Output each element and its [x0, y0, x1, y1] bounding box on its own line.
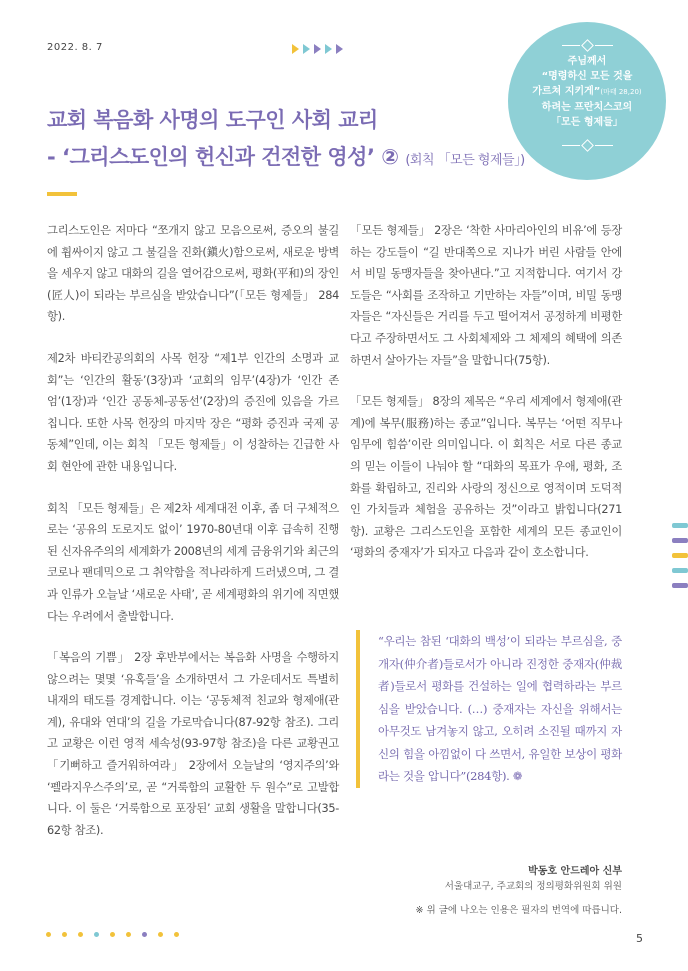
- dot-decoration: [46, 932, 179, 937]
- series-badge: [508, 22, 666, 180]
- paragraph: 「모든 형제들」 2장은 ‘착한 사마리아인의 비유’에 등장하는 강도들이 “길 반대쪽으로 지나가 버린 사람들 안에서 비밀 동맹자들을 찾아낸다.”고 지적합니다. 여기서 강도들은 “사회를 조작하고 기만하는 자들”이며, 비밀 동맹자들은 “자신들은 거리를 두고 떨어져서 공정하게 비평한다고 주장하면서도 그 사회체제와 그 체제의 혜택에 의존하면서 살아가는 자들”을 말합니다(75항).: [350, 224, 622, 367]
- page-number: 5: [636, 932, 643, 945]
- quote-text: “우리는 참된 ‘대화의 백성’이 되라는 부르심을, 중개자(仲介者)들로서가 아니라 진정한 중재자(仲裁者)들로서 평화를 건설하는 일에 협력하라는 부르심을 받았습니다. (…) 중재자는 자신을 위해서는 아무것도 남겨놓지 않고, 오히려 소진될 때까지 자신의 힘을 아낌없이 다 쓰면서, 유일한 보상이 평화라는 것을 압니다”(284항).: [378, 634, 622, 783]
- arrow-decoration: [292, 44, 343, 54]
- flower-icon: ❁: [512, 769, 523, 783]
- issue-date: 2022. 8. 7: [47, 42, 103, 53]
- badge-reference: (마태 28,20): [600, 88, 642, 96]
- page-title-line-2-text: - ‘그리스도인의 헌신과 건전한 영성’ ②: [47, 145, 399, 169]
- left-column: [47, 220, 339, 861]
- author-name: 박동호 안드레아 신부: [528, 866, 622, 877]
- page-title-line-2: [47, 141, 525, 171]
- paragraph: 제2차 바티칸공의회의 사목 헌장 “제1부 인간의 소명과 교회”는 ‘인간의 활동’(3장)과 ‘교회의 임무’(4장)가 ‘인간 존엄’(1장)과 ‘인간 공동체-공동선’(2장)의 증진에 있음을 가르칩니다. 또한 사목 헌장의 마지막 장은 “평화 증진과 국제 공동체”인데, 이는 회칙 「모든 형제들」이 성찰하는 긴급한 사회 현안에 관한 내용입니다.: [47, 351, 339, 473]
- author-role: 서울대교구, 주교회의 정의평화위원회 위원: [444, 881, 622, 892]
- arrow-icon: [336, 44, 343, 54]
- pull-quote: [356, 630, 622, 788]
- badge-line-4: 하려는 프란치스코의: [541, 102, 633, 113]
- badge-line-3-text: 가르쳐 지키게”: [532, 86, 601, 97]
- diamond-divider: [508, 138, 666, 152]
- diamond-icon: [581, 39, 594, 52]
- diamond-divider: [508, 38, 666, 52]
- badge-line-2: “명령하신 모든 것을: [541, 71, 633, 82]
- arrow-icon: [325, 44, 332, 54]
- page-subtitle: (회칙 「모든 형제들」): [405, 153, 525, 168]
- diamond-icon: [581, 139, 594, 152]
- right-column: [350, 220, 622, 584]
- side-decoration: [672, 523, 688, 588]
- arrow-icon: [303, 44, 310, 54]
- translation-note: ※ 위 글에 나오는 인용은 필자의 번역에 따릅니다.: [415, 905, 622, 916]
- badge-line-1: 주님께서: [567, 56, 607, 67]
- paragraph: 회칙 「모든 형제들」은 제2차 세계대전 이후, 좀 더 구체적으로는 ‘공유의 도로지도 없이’ 1970-80년대 이후 급속히 진행된 신자유주의의 세계화가 2008년의 세계 금융위기와 최근의 코로나 팬데믹으로 그 취약함을 적나라하게 드러냈으며, 그 결과 인류가 오늘날 ‘새로운 사태’, 곧 세계평화의 위기에 직면했다는 우려에서 출발합니다.: [47, 501, 339, 623]
- arrow-icon: [292, 44, 299, 54]
- badge-line-3: [508, 84, 666, 100]
- page-title-line-1: 교회 복음화 사명의 도구인 사회 교리: [47, 108, 378, 132]
- paragraph: 「복음의 기쁨」 2장 후반부에서는 복음화 사명을 수행하지 않으려는 몇몇 ‘유혹들’을 소개하면서 그 가운데서도 특별히 내재의 태도를 경계합니다. 이는 ‘공동체적 친교와 형제애(관계), 유대와 연대’의 길을 가로막습니다(87-92항 참조). 그리고 교황은 이런 영적 세속성(93-97항 참조)을 다른 교황권고 「기뻐하고 즐거워하여라」 2장에서 오늘날의 ‘영지주의’와 ‘펠라지우스주의’로, 곧 “거룩함의 교활한 두 원수”로 고발합니다. 이 둘은 ‘거룩함으로 포장된’ 교회 생활을 말합니다(35-62항 참조).: [47, 651, 339, 837]
- arrow-icon: [314, 44, 321, 54]
- badge-line-5: 「모든 형제들」: [551, 117, 623, 128]
- paragraph: 그리스도인은 저마다 “쪼개지 않고 모음으로써, 증오의 불길에 휩싸이지 않고 그 불길을 진화(鎭火)함으로써, 새로운 방벽을 세우지 않고 대화의 길을 열어감으로써, 평화(平和)의 장인(匠人)이 되라는 부르심을 받았습니다”(「모든 형제들」 284항).: [47, 224, 339, 324]
- title-underline: [47, 192, 77, 196]
- paragraph: 「모든 형제들」 8장의 제목은 “우리 세계에서 형제애(관계)에 복무(服務)하는 종교”입니다. 복무는 ‘어떤 직무나 임무에 힘씀’이란 의미입니다. 이 회칙은 서로 다른 종교의 믿는 이들이 나눠야 할 “대화의 목표가 우애, 평화, 조화를 확립하고, 진리와 사랑의 정신으로 영적이며 도덕적인 가치들과 체험을 공유하는 것”이라고 밝힙니다(271항). 교황은 그리스도인을 포함한 세계의 모든 종교인이 ‘평화의 중재자’가 되자고 다음과 같이 호소합니다.: [350, 395, 622, 560]
